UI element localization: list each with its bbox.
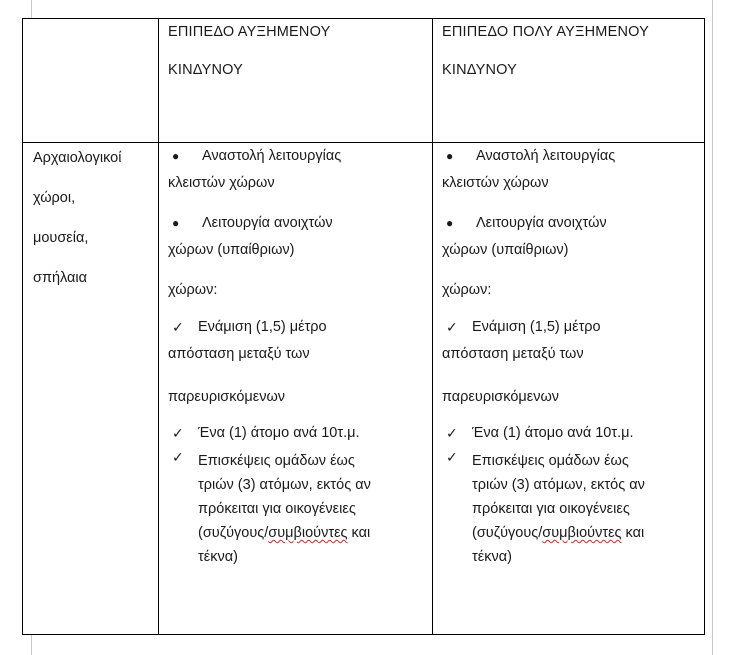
bullet-text: κλειστών χώρων	[442, 175, 549, 191]
bullet-text: Αναστολή λειτουργίας	[476, 148, 616, 164]
check-item	[442, 319, 698, 389]
content-cell-elevated-risk[interactable]	[159, 143, 433, 635]
document-page	[22, 18, 704, 634]
check-item	[168, 449, 426, 569]
header-text-line: ΚΙΝΔΥΝΟΥ	[442, 62, 518, 78]
row-label-cell[interactable]	[23, 143, 159, 635]
checkmark-icon: ✓	[446, 449, 458, 465]
bullet-text: χώρων (υπαίθριων)	[168, 242, 295, 258]
check-text: Ένα (1) άτομο ανά 10τ.μ.	[198, 425, 360, 441]
header-cell-very-elevated-risk[interactable]	[433, 19, 705, 143]
check-text: πρόκειται για οικογένειες	[472, 501, 630, 517]
bullet-icon: ●	[446, 149, 454, 163]
header-text-line: ΕΠΙΠΕΔΟ ΑΥΞΗΜΕΝΟΥ	[168, 24, 331, 40]
row-label-line: μουσεία,	[33, 230, 89, 246]
bullet-text: χώρων (υπαίθριων)	[442, 242, 569, 258]
bullet-item	[442, 148, 698, 215]
bullet-text: Αναστολή λειτουργίας	[202, 148, 342, 164]
check-text: τέκνα)	[472, 549, 512, 565]
check-text: Ένα (1) άτομο ανά 10τ.μ.	[472, 425, 634, 441]
row-label-line: σπήλαια	[33, 270, 88, 286]
checkmark-icon: ✓	[172, 449, 184, 465]
bullet-icon: ●	[172, 216, 180, 230]
check-text: (συζύγους/	[198, 525, 269, 541]
check-item	[168, 425, 426, 449]
check-item	[442, 425, 698, 449]
bullet-text: κλειστών χώρων	[168, 175, 275, 191]
check-text: πρόκειται για οικογένειες	[198, 501, 356, 517]
bullet-item	[168, 148, 426, 215]
check-text: Ενάμιση (1,5) μέτρο	[472, 319, 601, 335]
check-text: τριών (3) ατόμων, εκτός αν	[198, 477, 371, 493]
bullet-text: Λειτουργία ανοιχτών	[476, 215, 607, 231]
row-label-line: χώροι,	[33, 190, 76, 206]
spellcheck-underlined-word[interactable]: συμβιούντες	[542, 525, 622, 541]
table-header-row	[23, 19, 705, 143]
header-text-line: ΕΠΙΠΕΔΟ ΠΟΛΥ ΑΥΞΗΜΕΝΟΥ	[442, 24, 650, 40]
header-cell-elevated-risk[interactable]	[159, 19, 433, 143]
bullet-text: Λειτουργία ανοιχτών	[202, 215, 333, 231]
risk-level-table	[22, 18, 705, 635]
paragraph-text: χώρων:	[442, 282, 492, 298]
header-text-line: ΚΙΝΔΥΝΟΥ	[168, 62, 244, 78]
paragraph-text: χώρων:	[168, 282, 218, 298]
bullet-icon: ●	[172, 149, 180, 163]
check-item	[442, 449, 698, 569]
check-text: απόσταση μεταξύ των	[442, 346, 584, 362]
check-text: (συζύγους/	[472, 525, 543, 541]
check-item	[168, 319, 426, 389]
check-text: και	[347, 525, 371, 541]
bullet-item	[442, 215, 698, 282]
spellcheck-underlined-word[interactable]: συμβιούντες	[268, 525, 348, 541]
checkmark-icon: ✓	[172, 319, 184, 335]
check-text: απόσταση μεταξύ των	[168, 346, 310, 362]
bullet-item	[168, 215, 426, 282]
check-text: τέκνα)	[198, 549, 238, 565]
row-label-line: Αρχαιολογικοί	[33, 150, 122, 166]
header-empty-cell[interactable]	[23, 19, 159, 143]
page-margin-right-guide	[712, 0, 713, 655]
checkmark-icon: ✓	[446, 319, 458, 335]
check-text: τριών (3) ατόμων, εκτός αν	[472, 477, 645, 493]
checkmark-icon: ✓	[172, 425, 184, 441]
check-text: Ενάμιση (1,5) μέτρο	[198, 319, 327, 335]
bullet-icon: ●	[446, 216, 454, 230]
check-text: και	[621, 525, 645, 541]
content-cell-very-elevated-risk[interactable]	[433, 143, 705, 635]
check-text: Επισκέψεις ομάδων έως	[472, 453, 629, 469]
checkmark-icon: ✓	[446, 425, 458, 441]
paragraph-text: παρευρισκόμενων	[168, 389, 286, 405]
table-row	[23, 143, 705, 635]
check-text: Επισκέψεις ομάδων έως	[198, 453, 355, 469]
paragraph-text: παρευρισκόμενων	[442, 389, 560, 405]
